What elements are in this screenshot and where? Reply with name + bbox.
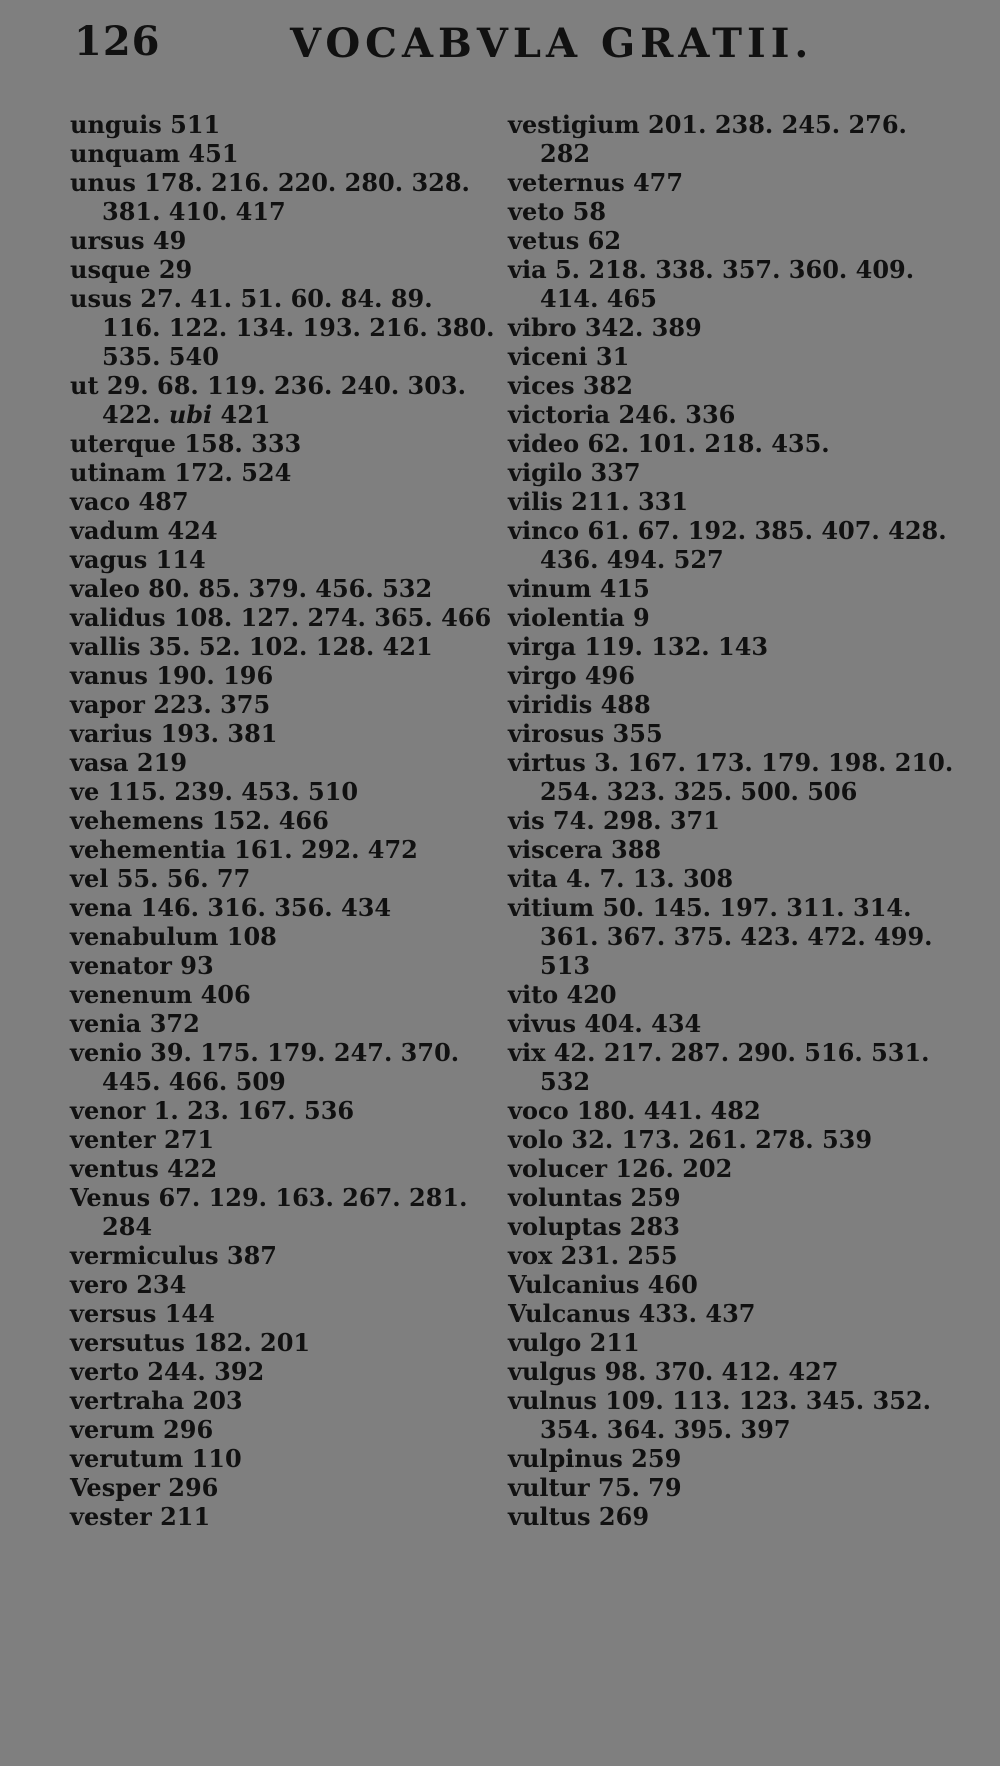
running-title: VOCABVLA GRATII.	[290, 20, 814, 67]
index-column-left	[70, 110, 510, 1531]
index-line-part: 421	[220, 400, 271, 429]
index-line: vermiculus 387	[70, 1241, 277, 1270]
index-line: via 5. 218. 338. 357. 360. 409.	[508, 255, 915, 284]
index-line: valeo 80. 85. 379. 456. 532	[70, 574, 433, 603]
index-line: vadum 424	[70, 516, 218, 545]
index-line: vaco 487	[70, 487, 189, 516]
index-line-continuation: 414. 465	[540, 284, 657, 313]
index-line: vultus 269	[508, 1502, 650, 1531]
index-line: vena 146. 316. 356. 434	[70, 893, 392, 922]
index-line-continuation: 535. 540	[102, 342, 219, 371]
index-line: vagus 114	[70, 545, 206, 574]
index-line-continuation: 436. 494. 527	[540, 545, 724, 574]
index-line: voluntas 259	[508, 1183, 681, 1212]
index-line-continuation: 254. 323. 325. 500. 506	[540, 777, 858, 806]
italic-word: ubi	[168, 400, 213, 429]
index-line: virosus 355	[508, 719, 663, 748]
index-line: verum 296	[70, 1415, 214, 1444]
index-line: usus 27. 41. 51. 60. 84. 89.	[70, 284, 433, 313]
index-line: venator 93	[70, 951, 214, 980]
index-line: vulgus 98. 370. 412. 427	[508, 1357, 839, 1386]
index-line: verto 244. 392	[70, 1357, 265, 1386]
index-line: viceni 31	[508, 342, 630, 371]
index-line: virga 119. 132. 143	[508, 632, 769, 661]
index-line: vetus 62	[508, 226, 622, 255]
index-line: vapor 223. 375	[70, 690, 271, 719]
index-line: unquam 451	[70, 139, 239, 168]
index-line: venter 271	[70, 1125, 215, 1154]
index-line: usque 29	[70, 255, 193, 284]
index-line: vivus 404. 434	[508, 1009, 702, 1038]
index-line: virgo 496	[508, 661, 635, 690]
index-line: venabulum 108	[70, 922, 277, 951]
index-line: vitium 50. 145. 197. 311. 314.	[508, 893, 912, 922]
index-line-part: 422.	[102, 400, 161, 429]
index-line: vix 42. 217. 287. 290. 516. 531.	[508, 1038, 930, 1067]
index-line: vallis 35. 52. 102. 128. 421	[70, 632, 433, 661]
index-line-continuation: 354. 364. 395. 397	[540, 1415, 791, 1444]
index-line-continuation: 116. 122. 134. 193. 216. 380.	[102, 313, 495, 342]
index-line: vis 74. 298. 371	[508, 806, 720, 835]
index-line: vigilo 337	[508, 458, 641, 487]
index-line: utinam 172. 524	[70, 458, 292, 487]
index-line: venia 372	[70, 1009, 200, 1038]
index-line: ventus 422	[70, 1154, 218, 1183]
index-line-continuation: 381. 410. 417	[102, 197, 286, 226]
index-line: vox 231. 255	[508, 1241, 678, 1270]
index-line-continuation: 513	[540, 951, 591, 980]
index-line: Vulcanius 460	[508, 1270, 698, 1299]
index-column-right	[508, 110, 968, 1531]
index-line-continuation: 361. 367. 375. 423. 472. 499.	[540, 922, 933, 951]
index-line: validus 108. 127. 274. 365. 466	[70, 603, 492, 632]
index-line: vertraha 203	[70, 1386, 243, 1415]
index-line: vulpinus 259	[508, 1444, 682, 1473]
index-line: Vulcanus 433. 437	[508, 1299, 756, 1328]
index-line: vanus 190. 196	[70, 661, 274, 690]
index-line: viscera 388	[508, 835, 662, 864]
index-line: venio 39. 175. 179. 247. 370.	[70, 1038, 460, 1067]
page-number: 126	[74, 18, 161, 65]
index-line-continuation	[70, 400, 510, 429]
index-line: verutum 110	[70, 1444, 242, 1473]
index-line: versus 144	[70, 1299, 215, 1328]
index-line: violentia 9	[508, 603, 650, 632]
index-line: vinum 415	[508, 574, 650, 603]
index-line: varius 193. 381	[70, 719, 278, 748]
index-line: vices 382	[508, 371, 633, 400]
index-line: volucer 126. 202	[508, 1154, 733, 1183]
index-line: unus 178. 216. 220. 280. 328.	[70, 168, 470, 197]
index-line-continuation: 532	[540, 1067, 591, 1096]
index-line: video 62. 101. 218. 435.	[508, 429, 830, 458]
index-line-continuation: 284	[102, 1212, 153, 1241]
index-line: vestigium 201. 238. 245. 276.	[508, 110, 907, 139]
index-line: virtus 3. 167. 173. 179. 198. 210.	[508, 748, 954, 777]
index-line: vulnus 109. 113. 123. 345. 352.	[508, 1386, 931, 1415]
index-line: vel 55. 56. 77	[70, 864, 251, 893]
index-line: venor 1. 23. 167. 536	[70, 1096, 355, 1125]
index-line: voco 180. 441. 482	[508, 1096, 761, 1125]
index-line: vehementia 161. 292. 472	[70, 835, 418, 864]
index-line: vero 234	[70, 1270, 187, 1299]
index-line: venenum 406	[70, 980, 251, 1009]
index-line: veternus 477	[508, 168, 684, 197]
index-line: vulgo 211	[508, 1328, 640, 1357]
index-line: Vesper 296	[70, 1473, 219, 1502]
index-line: vehemens 152. 466	[70, 806, 329, 835]
index-line: vinco 61. 67. 192. 385. 407. 428.	[508, 516, 947, 545]
index-line: vultur 75. 79	[508, 1473, 682, 1502]
index-line: ursus 49	[70, 226, 187, 255]
index-line: vito 420	[508, 980, 617, 1009]
index-line: victoria 246. 336	[508, 400, 736, 429]
index-line: versutus 182. 201	[70, 1328, 311, 1357]
index-line: ve 115. 239. 453. 510	[70, 777, 359, 806]
index-line: volo 32. 173. 261. 278. 539	[508, 1125, 873, 1154]
index-line: uterque 158. 333	[70, 429, 302, 458]
index-line: vasa 219	[70, 748, 188, 777]
index-line-continuation: 445. 466. 509	[102, 1067, 286, 1096]
index-line: vita 4. 7. 13. 308	[508, 864, 734, 893]
index-line: Venus 67. 129. 163. 267. 281.	[70, 1183, 468, 1212]
index-line: ut 29. 68. 119. 236. 240. 303.	[70, 371, 466, 400]
index-line: vester 211	[70, 1502, 211, 1531]
index-line: unguis 511	[70, 110, 221, 139]
index-line: voluptas 283	[508, 1212, 680, 1241]
index-line: viridis 488	[508, 690, 651, 719]
index-line: veto 58	[508, 197, 607, 226]
index-line: vilis 211. 331	[508, 487, 689, 516]
index-line-continuation: 282	[540, 139, 591, 168]
index-line: vibro 342. 389	[508, 313, 702, 342]
